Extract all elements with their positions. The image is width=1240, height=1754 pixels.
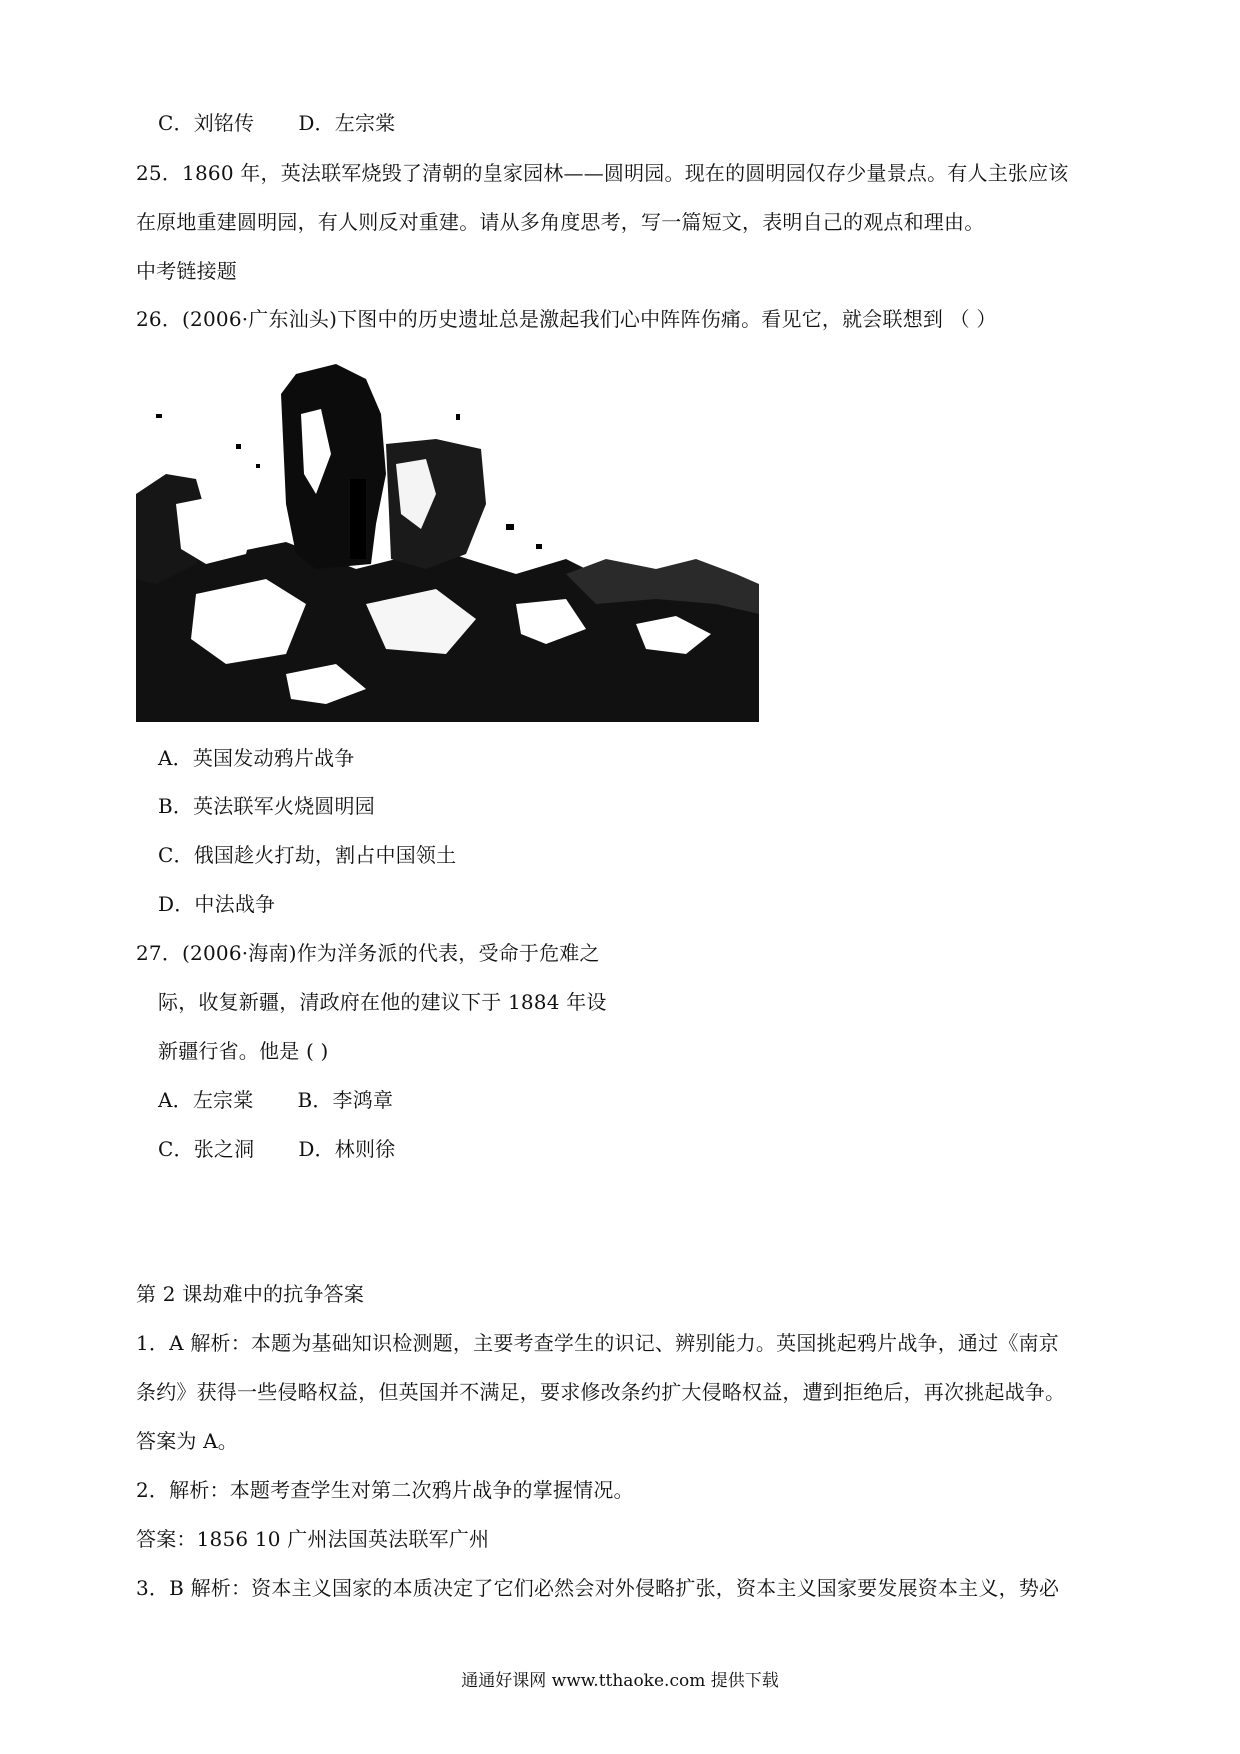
answer-1-line-2: 条约》获得一些侵略权益，但英国并不满足，要求修改条约扩大侵略权益，遭到拒绝后，再次挑起战争。 — [136, 1380, 1066, 1404]
q26-stem: 26．(2006·广东汕头)下图中的历史遗址总是激起我们心中阵阵伤痛。看见它，就会联想到 （ ） — [136, 307, 997, 331]
answer-2-line-1: 2．解析：本题考查学生对第二次鸦片战争的掌握情况。 — [136, 1478, 634, 1502]
q25-line-1: 25．1860 年，英法联军烧毁了清朝的皇家园林——圆明园。现在的圆明园仅存少量景点。有人主张应该 — [136, 161, 1069, 185]
answers-title: 第 2 课劫难中的抗争答案 — [136, 1282, 365, 1306]
q27-options-row-1 — [158, 1087, 393, 1113]
page-footer: 通通好课网 www.tthaoke.com 提供下载 — [461, 1671, 779, 1691]
answer-2-line-2: 答案：1856 10 广州法国英法联军广州 — [136, 1527, 490, 1551]
answer-1-line-1: 1．A 解析：本题为基础知识检测题，主要考查学生的识记、辨别能力。英国挑起鸦片战争，通过《南京 — [136, 1331, 1059, 1355]
q26-option-d: D．中法战争 — [158, 892, 276, 916]
answer-3-line-1: 3．B 解析：资本主义国家的本质决定了它们必然会对外侵略扩张，资本主义国家要发展资本主义，势必 — [136, 1576, 1060, 1600]
section-heading: 中考链接题 — [136, 259, 237, 283]
q27-options-row-2 — [158, 1136, 395, 1162]
q27-option-b: B．李鸿章 — [297, 1088, 394, 1112]
q24-option-c: C．刘铭传 — [158, 111, 255, 135]
q26-option-a: A．英国发动鸦片战争 — [158, 746, 355, 770]
ruins-photo — [136, 354, 759, 722]
q27-option-c: C．张之洞 — [158, 1137, 255, 1161]
q24-options-row — [158, 110, 395, 136]
q27-option-d: D．林则徐 — [298, 1137, 396, 1161]
q25-line-2: 在原地重建圆明园，有人则反对重建。请从多角度思考，写一篇短文，表明自己的观点和理由。 — [136, 210, 985, 234]
q26-option-c: C．俄国趁火打劫，割占中国领土 — [158, 843, 457, 867]
answer-1-line-3: 答案为 A。 — [136, 1429, 239, 1453]
q27-option-a: A．左宗棠 — [158, 1088, 254, 1112]
q27-line-1: 27．(2006·海南)作为洋务派的代表，受命于危难之 — [136, 941, 600, 965]
q27-line-3: 新疆行省。他是 ( ) — [158, 1039, 329, 1063]
q24-option-d: D．左宗棠 — [298, 111, 396, 135]
q26-option-b: B．英法联军火烧圆明园 — [158, 794, 375, 818]
q27-line-2: 际，收复新疆，清政府在他的建议下于 1884 年设 — [158, 990, 607, 1014]
